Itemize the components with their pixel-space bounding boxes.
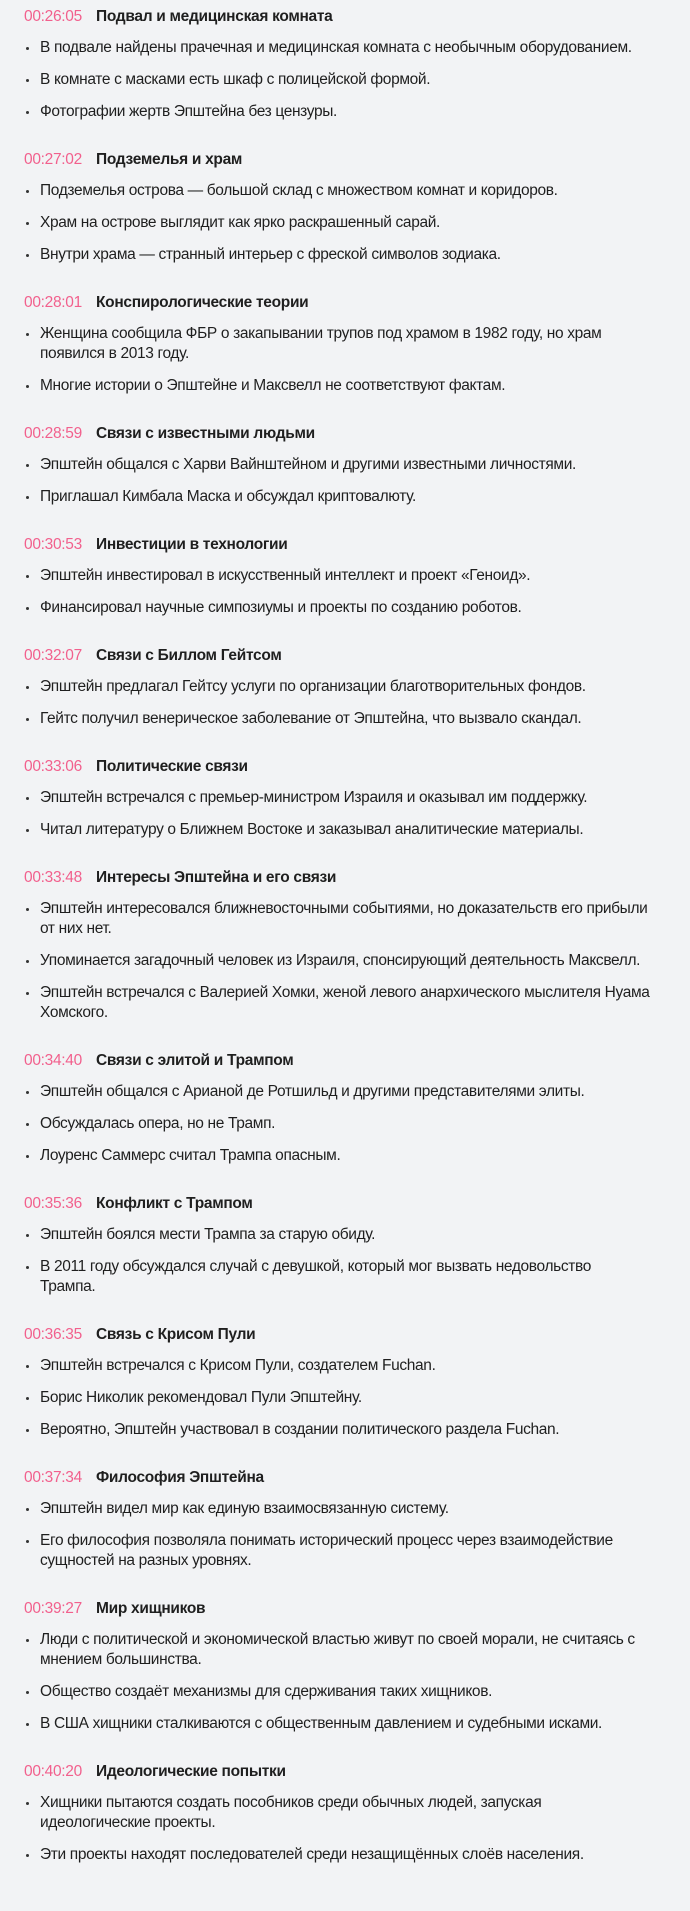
list-item: Обсуждалась опера, но не Трамп. — [0, 1114, 650, 1134]
list-item: Фотографии жертв Эпштейна без цензуры. — [0, 102, 650, 122]
list-item: Лоуренс Саммерс считал Трампа опасным. — [0, 1146, 650, 1166]
timestamp-link[interactable]: 00:27:02 — [24, 151, 82, 168]
timestamp-link[interactable]: 00:39:27 — [24, 1600, 82, 1617]
list-item: Люди с политической и экономической властью живут по своей морали, не считаясь с мнением большинства. — [0, 1630, 650, 1670]
list-item: Борис Николик рекомендовал Пули Эпштейну. — [0, 1388, 650, 1408]
section-title: Связь с Крисом Пули — [96, 1326, 256, 1343]
list-item: Общество создаёт механизмы для сдерживания таких хищников. — [0, 1682, 650, 1702]
section-header — [0, 1049, 690, 1073]
section-header — [0, 644, 690, 668]
list-item: Упоминается загадочный человек из Израиля, спонсирующий деятельность Максвелл. — [0, 951, 650, 971]
timestamp-link[interactable]: 00:33:48 — [24, 869, 82, 886]
list-item: Эпштейн общался с Харви Вайнштейном и другими известными личностями. — [0, 455, 650, 475]
list-item: Финансировал научные симпозиумы и проекты по созданию роботов. — [0, 598, 650, 618]
section-header — [0, 422, 690, 446]
bullet-list — [0, 1630, 690, 1734]
section-title: Философия Эпштейна — [96, 1469, 264, 1486]
section-title: Связи с Биллом Гейтсом — [96, 647, 282, 664]
section-header — [0, 866, 690, 890]
bullet-list — [0, 899, 690, 1023]
timestamp-link[interactable]: 00:36:35 — [24, 1326, 82, 1343]
timestamp-link[interactable]: 00:26:05 — [24, 8, 82, 25]
section-header — [0, 1192, 690, 1216]
timecode-section — [0, 533, 690, 618]
section-title: Мир хищников — [96, 1600, 206, 1617]
bullet-list — [0, 324, 690, 396]
section-title: Связи с известными людьми — [96, 425, 315, 442]
section-title: Интересы Эпштейна и его связи — [96, 869, 337, 886]
section-header — [0, 533, 690, 557]
timecode-section — [0, 148, 690, 265]
section-header — [0, 5, 690, 29]
list-item: Вероятно, Эпштейн участвовал в создании политического раздела Fuchan. — [0, 1420, 650, 1440]
section-header — [0, 755, 690, 779]
timecode-section — [0, 1323, 690, 1440]
timestamp-link[interactable]: 00:37:34 — [24, 1469, 82, 1486]
section-title: Конфликт с Трампом — [96, 1195, 253, 1212]
bullet-list — [0, 1793, 690, 1865]
timestamp-link[interactable]: 00:34:40 — [24, 1052, 82, 1069]
list-item: Внутри храма — странный интерьер с фреской символов зодиака. — [0, 245, 650, 265]
list-item: В США хищники сталкиваются с общественным давлением и судебными исками. — [0, 1714, 650, 1734]
timestamp-link[interactable]: 00:28:01 — [24, 294, 82, 311]
list-item: Храм на острове выглядит как ярко раскрашенный сарай. — [0, 213, 650, 233]
list-item: Эпштейн предлагал Гейтсу услуги по организации благотворительных фондов. — [0, 677, 650, 697]
section-header — [0, 291, 690, 315]
list-item: Эпштейн интересовался ближневосточными событиями, но доказательств его прибыли от них нет. — [0, 899, 650, 939]
section-title: Подземелья и храм — [96, 151, 243, 168]
bullet-list — [0, 1082, 690, 1166]
bullet-list — [0, 455, 690, 507]
timecode-section — [0, 1192, 690, 1297]
list-item: В 2011 году обсуждался случай с девушкой, который мог вызвать недовольство Трампа. — [0, 1257, 650, 1297]
list-item: Эпштейн боялся мести Трампа за старую обиду. — [0, 1225, 650, 1245]
timestamp-link[interactable]: 00:32:07 — [24, 647, 82, 664]
bullet-list — [0, 677, 690, 729]
section-title: Конспирологические теории — [96, 294, 309, 311]
section-header — [0, 148, 690, 172]
timecode-section — [0, 422, 690, 507]
timestamp-link[interactable]: 00:33:06 — [24, 758, 82, 775]
bullet-list — [0, 788, 690, 840]
section-title: Идеологические попытки — [96, 1763, 286, 1780]
timecode-section — [0, 291, 690, 396]
timecode-section — [0, 644, 690, 729]
list-item: Его философия позволяла понимать исторический процесс через взаимодействие сущностей на разных уровнях. — [0, 1531, 650, 1571]
section-title: Связи с элитой и Трампом — [96, 1052, 294, 1069]
list-item: Гейтс получил венерическое заболевание от Эпштейна, что вызвало скандал. — [0, 709, 650, 729]
section-title: Подвал и медицинская комната — [96, 8, 333, 25]
list-item: Эпштейн встречался с премьер-министром Израиля и оказывал им поддержку. — [0, 788, 650, 808]
list-item: Хищники пытаются создать пособников среди обычных людей, запуская идеологические проекты. — [0, 1793, 650, 1833]
list-item: Читал литературу о Ближнем Востоке и заказывал аналитические материалы. — [0, 820, 650, 840]
timecode-section — [0, 1760, 690, 1865]
section-title: Инвестиции в технологии — [96, 536, 288, 553]
timecode-section — [0, 5, 690, 122]
timestamp-link[interactable]: 00:40:20 — [24, 1763, 82, 1780]
section-header — [0, 1597, 690, 1621]
list-item: В подвале найдены прачечная и медицинская комната с необычным оборудованием. — [0, 38, 650, 58]
list-item: Эпштейн общался с Арианой де Ротшильд и другими представителями элиты. — [0, 1082, 650, 1102]
bullet-list — [0, 181, 690, 265]
bullet-list — [0, 38, 690, 122]
section-header — [0, 1466, 690, 1490]
list-item: Многие истории о Эпштейне и Максвелл не соответствуют фактам. — [0, 376, 650, 396]
bullet-list — [0, 1499, 690, 1571]
list-item: Эпштейн видел мир как единую взаимосвязанную систему. — [0, 1499, 650, 1519]
timecode-section — [0, 1049, 690, 1166]
list-item: Эпштейн встречался с Крисом Пули, создателем Fuchan. — [0, 1356, 650, 1376]
bullet-list — [0, 1225, 690, 1297]
section-title: Политические связи — [96, 758, 248, 775]
list-item: Эти проекты находят последователей среди незащищённых слоёв населения. — [0, 1845, 650, 1865]
bullet-list — [0, 566, 690, 618]
timecode-section — [0, 1597, 690, 1734]
list-item: Эпштейн встречался с Валерией Хомки, женой левого анархического мыслителя Нуама Хомского. — [0, 983, 650, 1023]
timecode-section — [0, 755, 690, 840]
timestamp-link[interactable]: 00:28:59 — [24, 425, 82, 442]
timestamp-link[interactable]: 00:30:53 — [24, 536, 82, 553]
list-item: Эпштейн инвестировал в искусственный интеллект и проект «Геноид». — [0, 566, 650, 586]
list-item: В комнате с масками есть шкаф с полицейской формой. — [0, 70, 650, 90]
list-item: Женщина сообщила ФБР о закапывании трупов под храмом в 1982 году, но храм появился в 2013 году. — [0, 324, 650, 364]
bullet-list — [0, 1356, 690, 1440]
list-item: Приглашал Кимбала Маска и обсуждал криптовалюту. — [0, 487, 650, 507]
list-item: Подземелья острова — большой склад с множеством комнат и коридоров. — [0, 181, 650, 201]
timecode-section — [0, 1466, 690, 1571]
timestamp-link[interactable]: 00:35:36 — [24, 1195, 82, 1212]
section-header — [0, 1323, 690, 1347]
section-header — [0, 1760, 690, 1784]
timecode-section — [0, 866, 690, 1023]
